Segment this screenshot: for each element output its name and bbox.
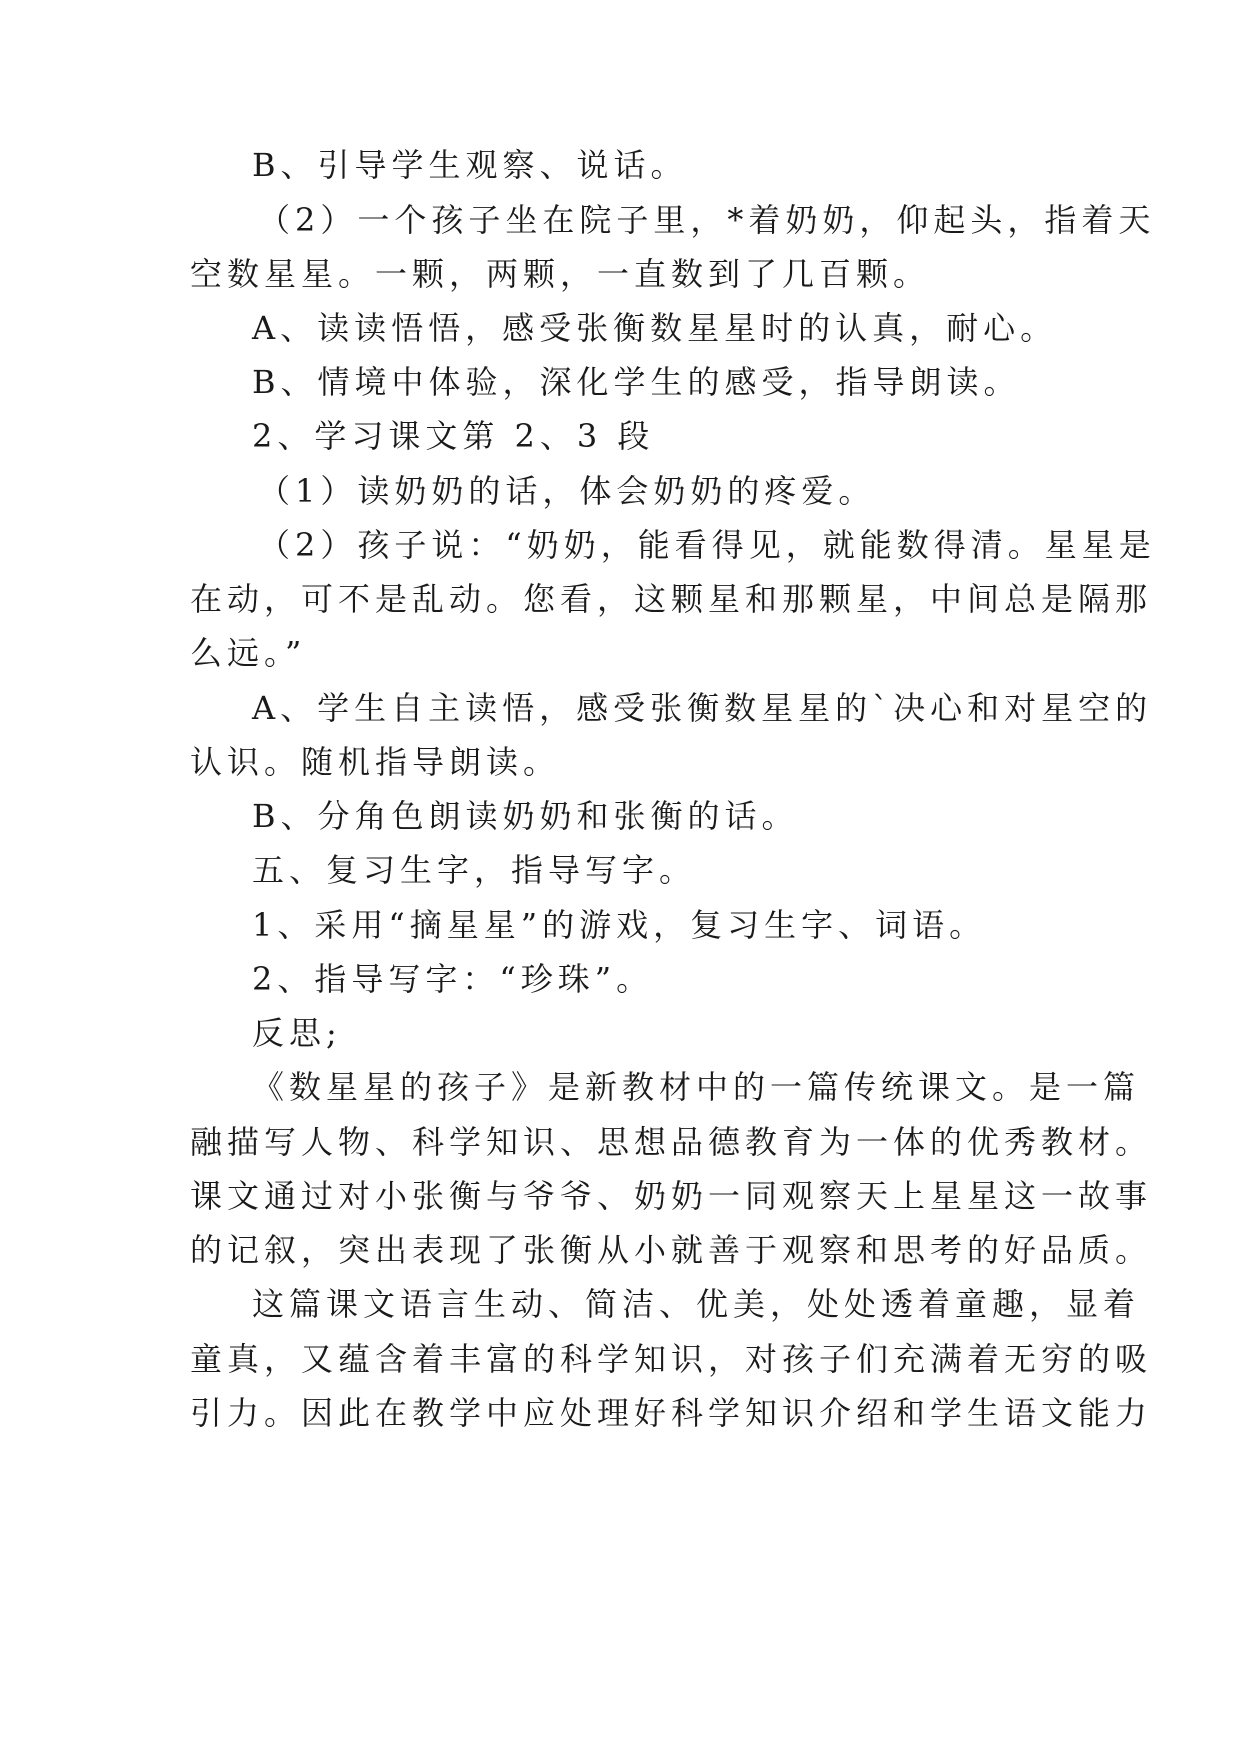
- text-line: 在动，可不是乱动。您看，这颗星和那颗星，中间总是隔那: [190, 580, 1153, 618]
- text-line: 引力。因此在教学中应处理好科学知识介绍和学生语文能力: [190, 1394, 1153, 1432]
- text-line: B、分角色朗读奶奶和张衡的话。: [252, 797, 799, 835]
- text-line: 么远。”: [190, 634, 307, 672]
- text-line: （2）孩子说：“奶奶，能看得见，就能数得清。星星是: [258, 526, 1156, 564]
- text-line: 2、学习课文第 2、3 段: [252, 417, 655, 455]
- text-line: B、引导学生观察、说话。: [252, 146, 688, 184]
- text-line: 的记叙，突出表现了张衡从小就善于观察和思考的好品质。: [190, 1231, 1153, 1269]
- text-line: （2）一个孩子坐在院子里，*着奶奶，仰起头，指着天: [258, 201, 1156, 239]
- text-line: 空数星星。一颗，两颗，一直数到了几百颗。: [190, 255, 931, 293]
- text-line: 《数星星的孩子》是新教材中的一篇传统课文。是一篇: [252, 1068, 1141, 1106]
- text-line: 2、指导写字：“珍珠”。: [252, 960, 654, 998]
- text-line: 五、复习生字，指导写字。: [252, 851, 697, 889]
- text-line: B、情境中体验，深化学生的感受，指导朗读。: [252, 363, 1021, 401]
- text-line: 这篇课文语言生动、简洁、优美，处处透着童趣，显着: [252, 1285, 1141, 1323]
- text-line: 童真，又蕴含着丰富的科学知识，对孩子们充满着无穷的吸: [190, 1340, 1153, 1378]
- text-line: 课文通过对小张衡与爷爷、奶奶一同观察天上星星这一故事: [190, 1177, 1153, 1215]
- text-line: 1、采用“摘星星”的游戏，复习生字、词语。: [252, 906, 987, 944]
- text-line: 认识。随机指导朗读。: [190, 743, 561, 781]
- text-line: 融描写人物、科学知识、思想品德教育为一体的优秀教材。: [190, 1123, 1153, 1161]
- text-line: 反思;: [252, 1014, 342, 1052]
- text-line: （1）读奶奶的话，体会奶奶的疼爱。: [258, 472, 876, 510]
- text-line: A、学生自主读悟，感受张衡数星星的`决心和对星空的: [252, 689, 1153, 727]
- text-line: A、读读悟悟，感受张衡数星星时的认真，耐心。: [252, 309, 1058, 347]
